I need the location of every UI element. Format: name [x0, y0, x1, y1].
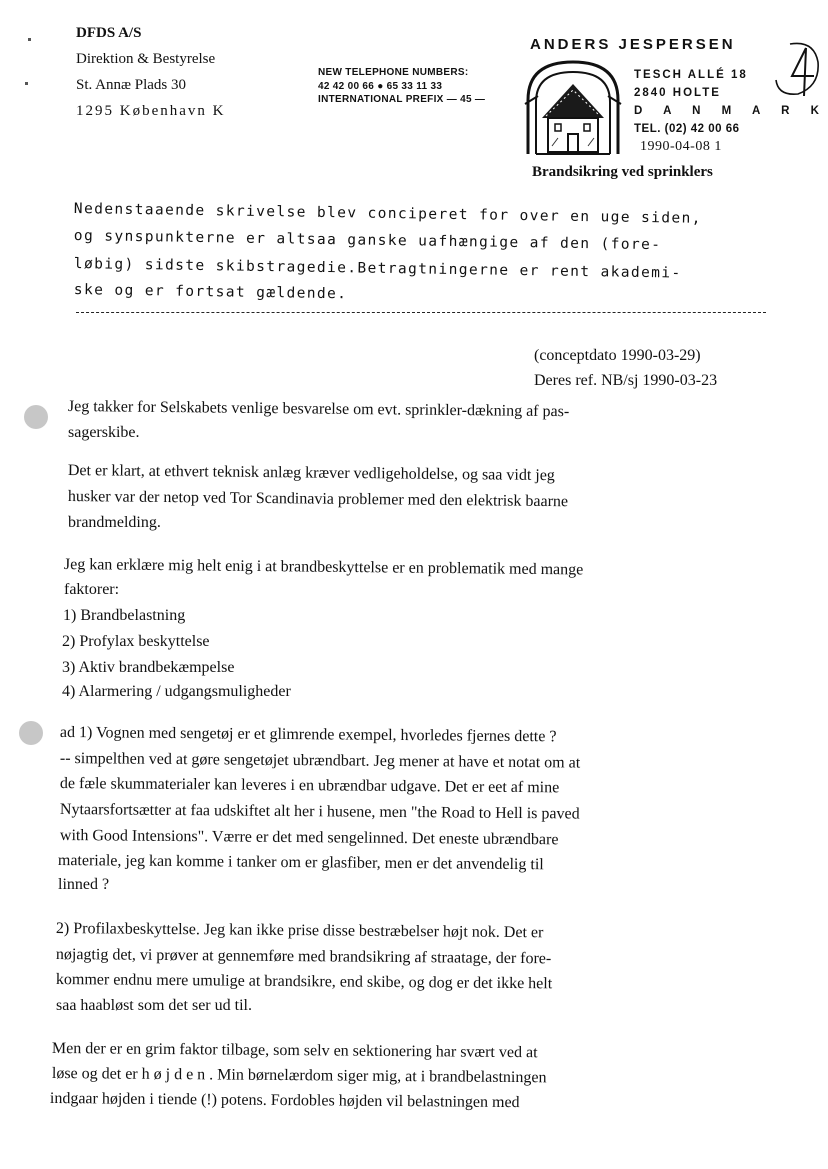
body-line: løse og det er h ø j d e n . Min børnelærdom siger mig, at i brandbelastningen [51, 1065, 547, 1087]
intro-line: ske og er fortsat gældende. [73, 282, 348, 303]
handwritten-page-mark-icon [772, 40, 822, 102]
telephone-heading: NEW TELEPHONE NUMBERS: [318, 67, 469, 78]
house-logo-icon [522, 58, 624, 156]
stray-mark [28, 38, 31, 41]
stray-mark [25, 82, 28, 85]
body-line: Det er klart, at ethvert teknisk anlæg kræver vedligeholdelse, og saa vidt jeg [67, 462, 555, 485]
body-line: -- simpelthen ved at gøre sengetøjet ubrændbart. Jeg mener at have et notat om at [59, 750, 581, 772]
dashed-divider [76, 312, 766, 313]
body-line: linned ? [58, 876, 110, 893]
body-line: faktorer: [64, 581, 120, 598]
author-country: D A N M A R K [634, 105, 828, 117]
letter-date-page: 1990-04-08 1 [640, 139, 722, 154]
author-street: TESCH ALLÉ 18 [634, 69, 748, 81]
sender-department: Direktion & Bestyrelse [76, 51, 216, 67]
list-item: 4) Alarmering / udgangsmuligheder [62, 683, 291, 700]
body-line: de fæle skummaterialer kan leveres i en ubrændbar udgave. Det er eet af mine [59, 775, 560, 797]
concept-date: (conceptdato 1990-03-29) [534, 347, 701, 364]
body-line: sagerskibe. [68, 424, 140, 441]
list-item: 1) Brandbelastning [63, 607, 186, 624]
intro-line: løbig) sidste skibstragedie.Betragtningerne er rent akademi- [73, 256, 682, 282]
body-line: Men der er en grim faktor tilbage, som selv en sektionering har svært ved at [51, 1040, 538, 1062]
body-line: materiale, jeg kan komme i tanker om er glasfiber, men er det anvendelig til [57, 852, 544, 874]
your-reference: Deres ref. NB/sj 1990-03-23 [534, 372, 718, 389]
list-item: 3) Aktiv brandbekæmpelse [62, 659, 235, 676]
sender-company: DFDS A/S [76, 25, 142, 41]
punch-hole-lower [19, 721, 43, 745]
body-line: Jeg takker for Selskabets venlige besvarelse om evt. sprinkler-dækning af pas- [67, 398, 570, 421]
letter-subject: Brandsikring ved sprinklers [532, 164, 713, 180]
author-telephone: TEL. (02) 42 00 66 [634, 123, 740, 135]
body-line: nøjagtig det, vi prøver at gennemføre med brandsikring af straatage, der fore- [55, 946, 552, 968]
body-line: saa haabløst som det ser ud til. [56, 997, 252, 1014]
sender-city: 1295 København K [76, 103, 226, 119]
punch-hole-upper [24, 405, 48, 429]
body-line: with Good Intensions". Værre er det med sengelinned. Det eneste ubrændbare [59, 827, 559, 849]
intro-line: og synspunkterne er altsaa ganske uafhængige af den (fore- [73, 228, 662, 254]
author-city: 2840 HOLTE [634, 87, 721, 99]
body-line: Nytaarsfortsætter at faa udskiftet alt her i husene, men "the Road to Hell is paved [59, 801, 580, 823]
body-line: ad 1) Vognen med sengetøj er et glimrende exempel, hvorledes fjernes dette ? [59, 724, 557, 746]
telephone-prefix: INTERNATIONAL PREFIX — 45 — [318, 94, 486, 105]
author-name: ANDERS JESPERSEN [530, 36, 736, 53]
body-line: brandmelding. [68, 514, 161, 531]
sender-street: St. Annæ Plads 30 [76, 77, 187, 93]
body-line: husker var der netop ved Tor Scandinavia problemer med den elektrisk baarne [67, 488, 569, 511]
body-line: kommer endnu mere umulige at brandsikre, end skibe, og dog er det ikke helt [55, 971, 553, 993]
body-line: indgaar højden i tiende (!) potens. Fordobles højden vil belastningen med [49, 1090, 520, 1112]
body-line: Jeg kan erklære mig helt enig i at brandbeskyttelse er en problematik med mange [63, 556, 584, 579]
telephone-notice [318, 66, 485, 107]
intro-line: Nedenstaaende skrivelse blev conciperet for over en uge siden, [73, 201, 702, 227]
body-line: 2) Profilaxbeskyttelse. Jeg kan ikke prise disse bestræbelser højt nok. Det er [55, 920, 544, 942]
telephone-numbers: 42 42 00 66 ● 65 33 11 33 [318, 80, 443, 92]
list-item: 2) Profylax beskyttelse [62, 633, 210, 650]
sender-address [76, 20, 225, 124]
